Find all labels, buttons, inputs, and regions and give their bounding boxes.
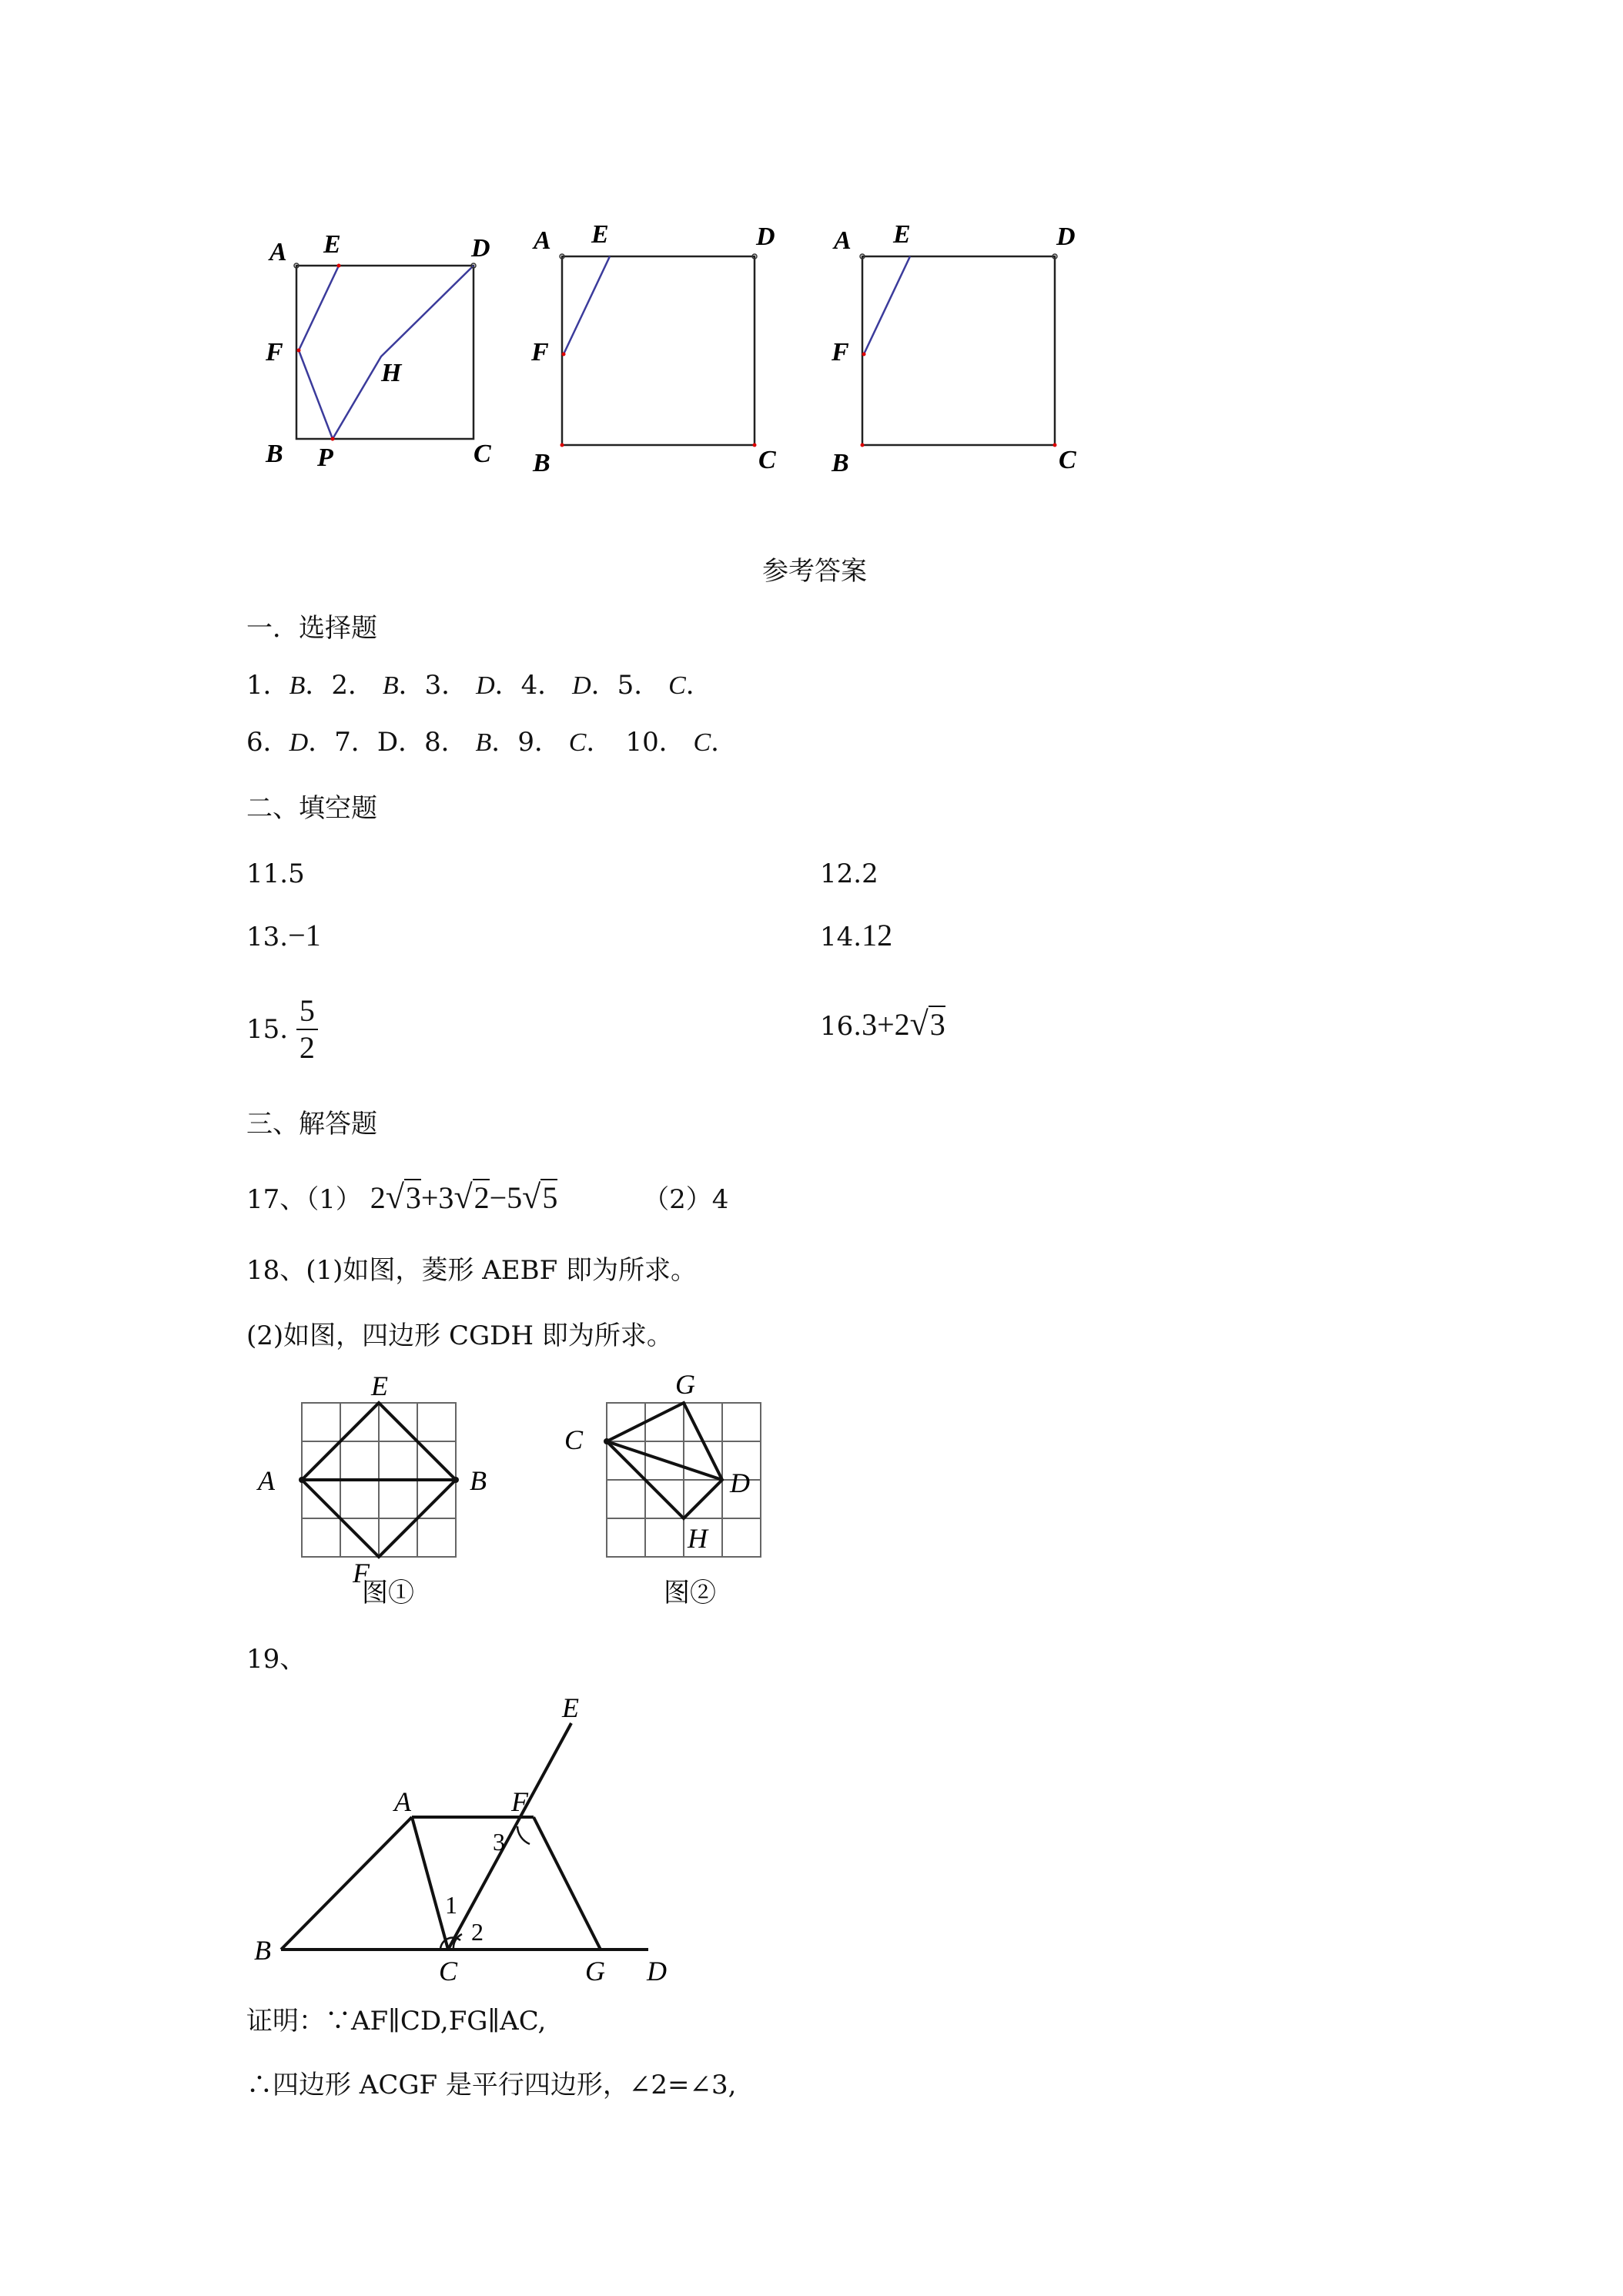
fig19-label-e: E (562, 1692, 579, 1723)
fig1-label-a: A (269, 238, 287, 266)
fig18-2-label-c: C (564, 1424, 584, 1455)
square-figure-2 (530, 220, 776, 477)
fig19-label-d: D (647, 1956, 667, 1986)
fig19-label-1: 1 (445, 1891, 457, 1919)
q18-figure-1 (256, 1371, 487, 1608)
square-figure-1 (265, 230, 491, 472)
fig18-1-label-a: A (258, 1465, 275, 1496)
fig3-label-b: B (832, 449, 849, 477)
section1-heading: 一．选择题 (246, 613, 377, 644)
answer-q17: 17、（1） 2√3+3√2−5√5 （2）4 (246, 1178, 729, 1216)
proof-line1: 证明：∵AF∥CD,FG∥AC, (246, 2006, 547, 2037)
fig3-label-a: A (834, 226, 852, 255)
fig2-label-f: F (531, 338, 549, 366)
proof-line2: ∴四边形 ACGF 是平行四边形，∠2=∠3, (246, 2070, 737, 2100)
fig1-label-p: P (317, 443, 333, 472)
answer-q13: 13.−1 (246, 918, 321, 952)
fig2-label-b: B (533, 449, 550, 477)
answer-q14: 14.12 (820, 918, 893, 952)
section1-row1: 1．B．2． B．3． D．4． D．5． C． (246, 670, 712, 701)
fig18-1-caption: 图① (362, 1579, 414, 1608)
q18-figures (0, 1355, 1623, 1617)
fig18-1-label-f: F (353, 1558, 370, 1588)
fig3-label-d: D (1056, 223, 1076, 251)
fig3-label-e: E (893, 220, 911, 249)
fig19-label-a: A (394, 1786, 411, 1817)
fig18-2-caption: 图② (664, 1579, 716, 1608)
fig1-label-c: C (474, 440, 491, 468)
answer-q12: 12.2 (820, 858, 878, 889)
fig2-label-a: A (534, 226, 551, 255)
fig1-label-f: F (266, 338, 283, 366)
fig2-label-e: E (591, 220, 609, 249)
fig19-label-c: C (439, 1956, 458, 1986)
answer-title: 参考答案 (762, 556, 867, 587)
fig19-label-f: F (511, 1786, 528, 1817)
fig19-label-2: 2 (471, 1918, 484, 1946)
section1-row2: 6．D．7．D．8． B．9． C． 10． C． (246, 727, 738, 758)
section2-heading: 二、填空题 (246, 793, 377, 824)
q18-figure-2 (564, 1369, 761, 1608)
square-figure-3 (831, 220, 1076, 477)
answer-q15: 15. $\frac{5}{2}$ (246, 993, 318, 1066)
fig1-label-h: H (381, 359, 402, 387)
top-figures (0, 0, 1623, 539)
fig19-label-3: 3 (493, 1828, 505, 1856)
fig3-label-c: C (1059, 446, 1076, 474)
answer-q16: 16.3+2√3 (820, 1005, 945, 1043)
fig18-2-label-g: G (675, 1369, 695, 1400)
fig3-label-f: F (832, 338, 849, 366)
q19-figure (0, 1678, 1623, 2002)
fig18-1-label-b: B (470, 1465, 487, 1496)
fig1-label-e: E (323, 230, 341, 259)
fig18-2-label-h: H (688, 1523, 708, 1554)
fig2-label-c: C (758, 446, 776, 474)
answer-q18-line2: (2)如图，四边形 CGDH 即为所求。 (246, 1320, 673, 1351)
sqrt: √3 (909, 1005, 945, 1043)
fig19-label-g: G (585, 1956, 605, 1986)
fig18-2-label-d: D (730, 1468, 750, 1498)
fig1-label-b: B (266, 440, 283, 468)
fig1-label-d: D (471, 234, 490, 263)
fig19-label-b: B (254, 1935, 271, 1966)
answer-q19-prefix: 19、 (246, 1644, 306, 1675)
fraction: $\frac{5}{2}$ (296, 993, 318, 1066)
answer-q11: 11.5 (246, 858, 305, 889)
fig2-label-d: D (756, 223, 775, 251)
answer-q18-line1: 18、(1)如图，菱形 AEBF 即为所求。 (246, 1255, 697, 1286)
fig18-1-label-e: E (371, 1371, 388, 1401)
section3-heading: 三、解答题 (246, 1109, 377, 1140)
